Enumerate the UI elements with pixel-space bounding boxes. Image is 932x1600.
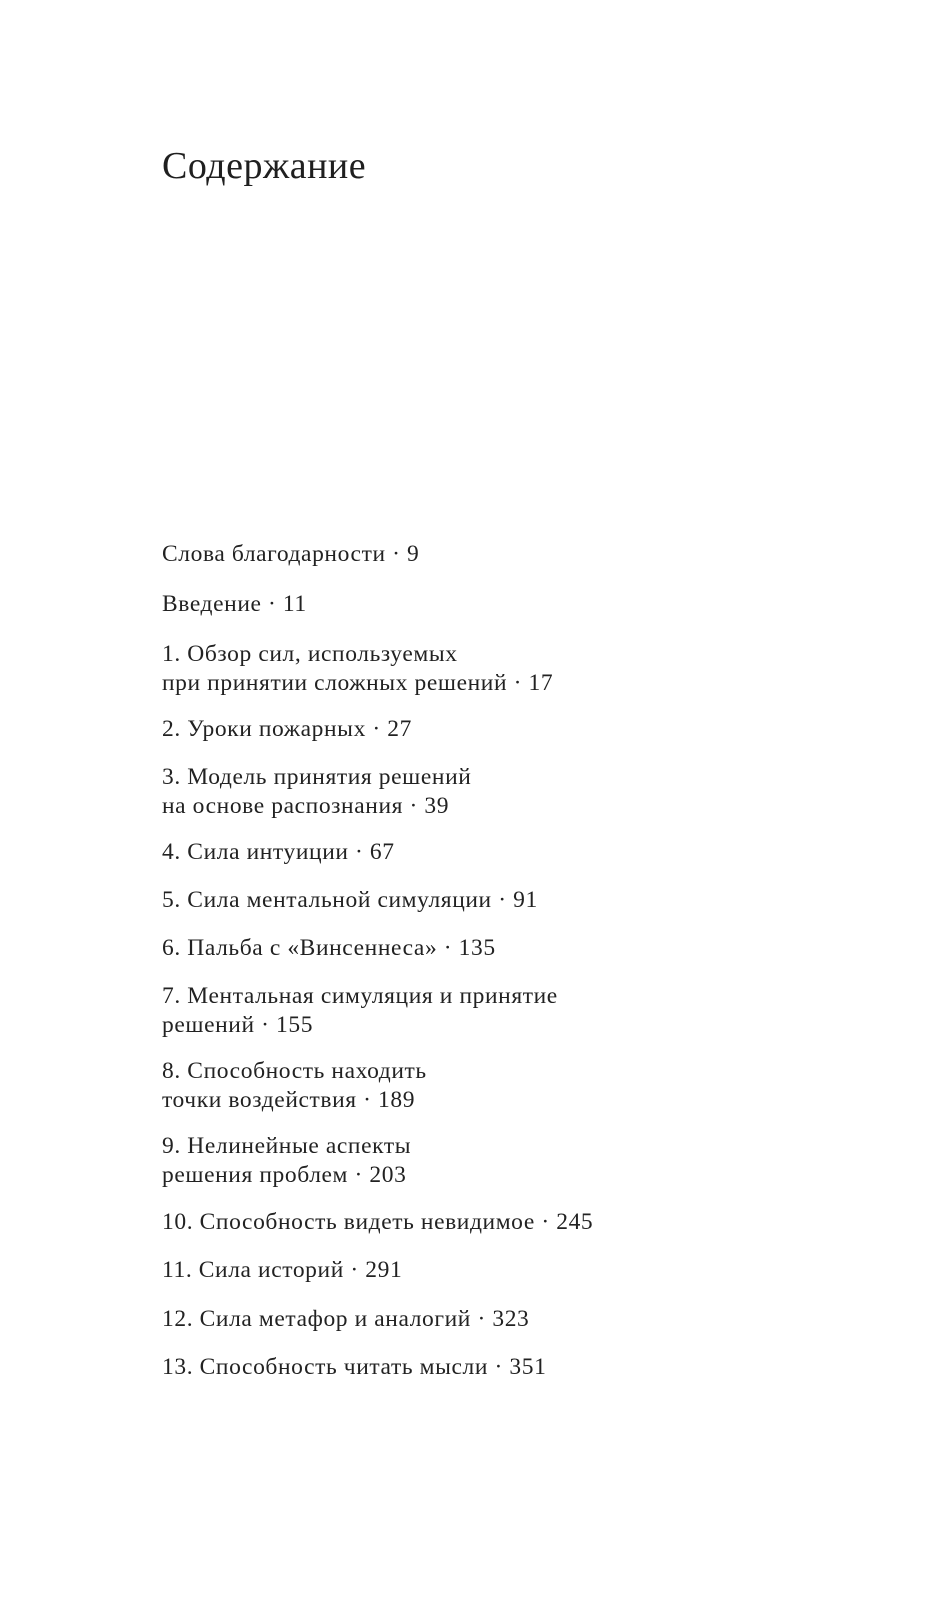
toc-entry-line: 11. Сила историй · 291 [162,1257,403,1283]
toc-entry-line: Слова благодарности · 9 [162,541,420,567]
toc-entry [162,640,553,698]
toc-entry [162,1208,593,1237]
toc-entry [162,1132,411,1190]
toc-entry-line: 7. Ментальная симуляция и принятие [162,983,558,1009]
toc-entry-line: 4. Сила интуиции · 67 [162,839,395,865]
toc-entry-line: решений · 155 [162,1012,314,1038]
toc-entry-line: 12. Сила метафор и аналогий · 323 [162,1306,530,1332]
toc-entry [162,1353,546,1382]
toc-entry [162,763,471,821]
toc-entry [162,1305,529,1334]
toc-entry-line: 5. Сила ментальной симуляции · 91 [162,887,538,913]
toc-entry-line: 1. Обзор сил, используемых [162,641,458,667]
toc-entry [162,590,307,619]
toc-entry-line: 10. Способность видеть невидимое · 245 [162,1209,594,1235]
toc-entry-line: 6. Пальба с «Винсеннеса» · 135 [162,935,496,961]
toc-entry-line: 8. Способность находить [162,1058,427,1084]
toc-entry [162,715,412,744]
toc-entry-line: при принятии сложных решений · 17 [162,670,554,696]
toc-entry-line: 13. Способность читать мысли · 351 [162,1354,547,1380]
toc-entry-line: 9. Нелинейные аспекты [162,1133,412,1159]
toc-entry-line: 2. Уроки пожарных · 27 [162,716,412,742]
toc-entry [162,1256,402,1285]
toc-entry-line: решения проблем · 203 [162,1162,407,1188]
toc-entry [162,540,419,569]
toc-entry-line: 3. Модель принятия решений [162,764,472,790]
toc-entry-line: точки воздействия · 189 [162,1087,416,1113]
toc-entry [162,982,558,1040]
toc-entry-line: на основе распознания · 39 [162,793,450,819]
toc-entry [162,1057,427,1115]
toc-entry [162,838,395,867]
toc-entry-line: Введение · 11 [162,591,307,617]
toc-entry [162,934,496,963]
toc-entry [162,886,538,915]
page-title: Содержание [162,145,367,187]
